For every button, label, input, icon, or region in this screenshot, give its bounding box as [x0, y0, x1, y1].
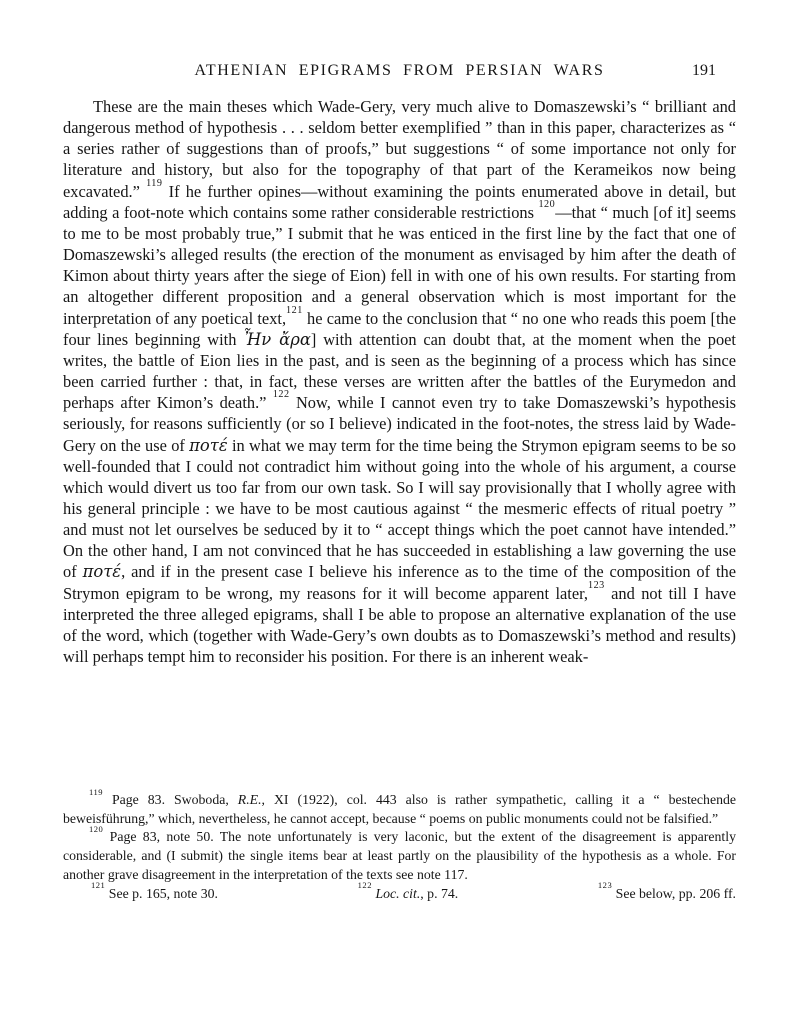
footnotes-section [63, 786, 736, 903]
running-title: ATHENIAN EPIGRAMS FROM PERSIAN WARS [194, 62, 605, 79]
main-text-column [63, 96, 736, 667]
footnote-120: $^{120}$ Page 83, note 50. The note unfortunately is very laconic, but the extent of the disagreement is apparently considerable, and (I submit) the single items bear at least partly on the plausibility of the hypothesis as a whole. For another grave disagreement in the interpretation of the texts see note 117. [63, 823, 736, 882]
page-header [63, 62, 736, 84]
footnote-121: $^{121}$ See p. 165, note 30. [91, 880, 218, 901]
footnote-119: $^{119}$ Page 83. Swoboda, R.E., XI (1922), col. 443 also is rather sympathetic, calling it a “ bestechende beweisführung,” which, nevertheless, he cannot accept, because “ poems on public monuments could not be falsified.” [63, 786, 736, 826]
body-paragraph: These are the main theses which Wade-Gery, very much alive to Domaszewski’s “ brilliant and dangerous method of hypothesis . . . seldom better exemplified ” than in this paper, characterizes as “ a series rather of suggestions than of proofs,” but suggestions “ of some importance not only for literature and history, but also for the topography of that part of the Kerameikos now being excavated.” $^{119}$ If he further opines—without examining the points enumerated above in detail, but adding a foot-note which contains some rather considerable restrictions $^{120}$—that “ much [of it] seems to me to be most probably true,” I submit that he was enticed in the first line by the fact that one of Domaszewski’s alleged results (the erection of the monument as envisaged by him after the death of Kimon about thirty years after the siege of Eion) fell in with one of his own results. For starting from an altogether different proposition and a general observation which is most important for the interpretation of any poetical text,$^{121}$ he came to the conclusion that “ no one who reads this poem [the four lines beginning with Ἦν ἄρα] with attention can doubt that, at the moment when the poet writes, the battle of Eion lies in the past, and is seen as the beginning of a process which has since been carried further : that, in fact, these verses are written after the battles of the Eurymedon and perhaps after Kimon’s death.” $^{122}$ Now, while I cannot even try to take Domaszewski’s hypothesis seriously, for reasons sufficiently (or so I believe) indicated in the foot-notes, the stress laid by Wade-Gery on the use of ποτέ in what we may term for the time being the Strymon epigram seems to be so well-founded that I could not contradict him without going into the whole of his argument, a course which would divert us too far from our own task. So I will say provisionally that I wholly agree with his general principle : we have to be most cautious against “ the mesmeric effects of ritual poetry ” and must not let ourselves be seduced by it to “ accept things which the poet cannot have intended.” On the other hand, I am not convinced that he has succeeded in establishing a law governing the use of ποτέ, and if in the present case I believe his inference as to the time of the composition of the Strymon epigram to be wrong, my reasons for it will become apparent later,$^{123}$ and not till I have interpreted the three alleged epigrams, shall I be able to propose an alternative explanation of the use of the word, which (together with Wade-Gery’s own doubts as to Domaszewski’s method and results) will perhaps tempt him to reconsider his position. For there is an inherent weak- [63, 97, 737, 667]
page-number: 191 [692, 62, 716, 79]
footnote-short-row [63, 880, 736, 904]
footnote-122: $^{122}$ Loc. cit., p. 74. [357, 880, 459, 901]
footnote-123: $^{123}$ See below, pp. 206 ff. [597, 880, 736, 901]
